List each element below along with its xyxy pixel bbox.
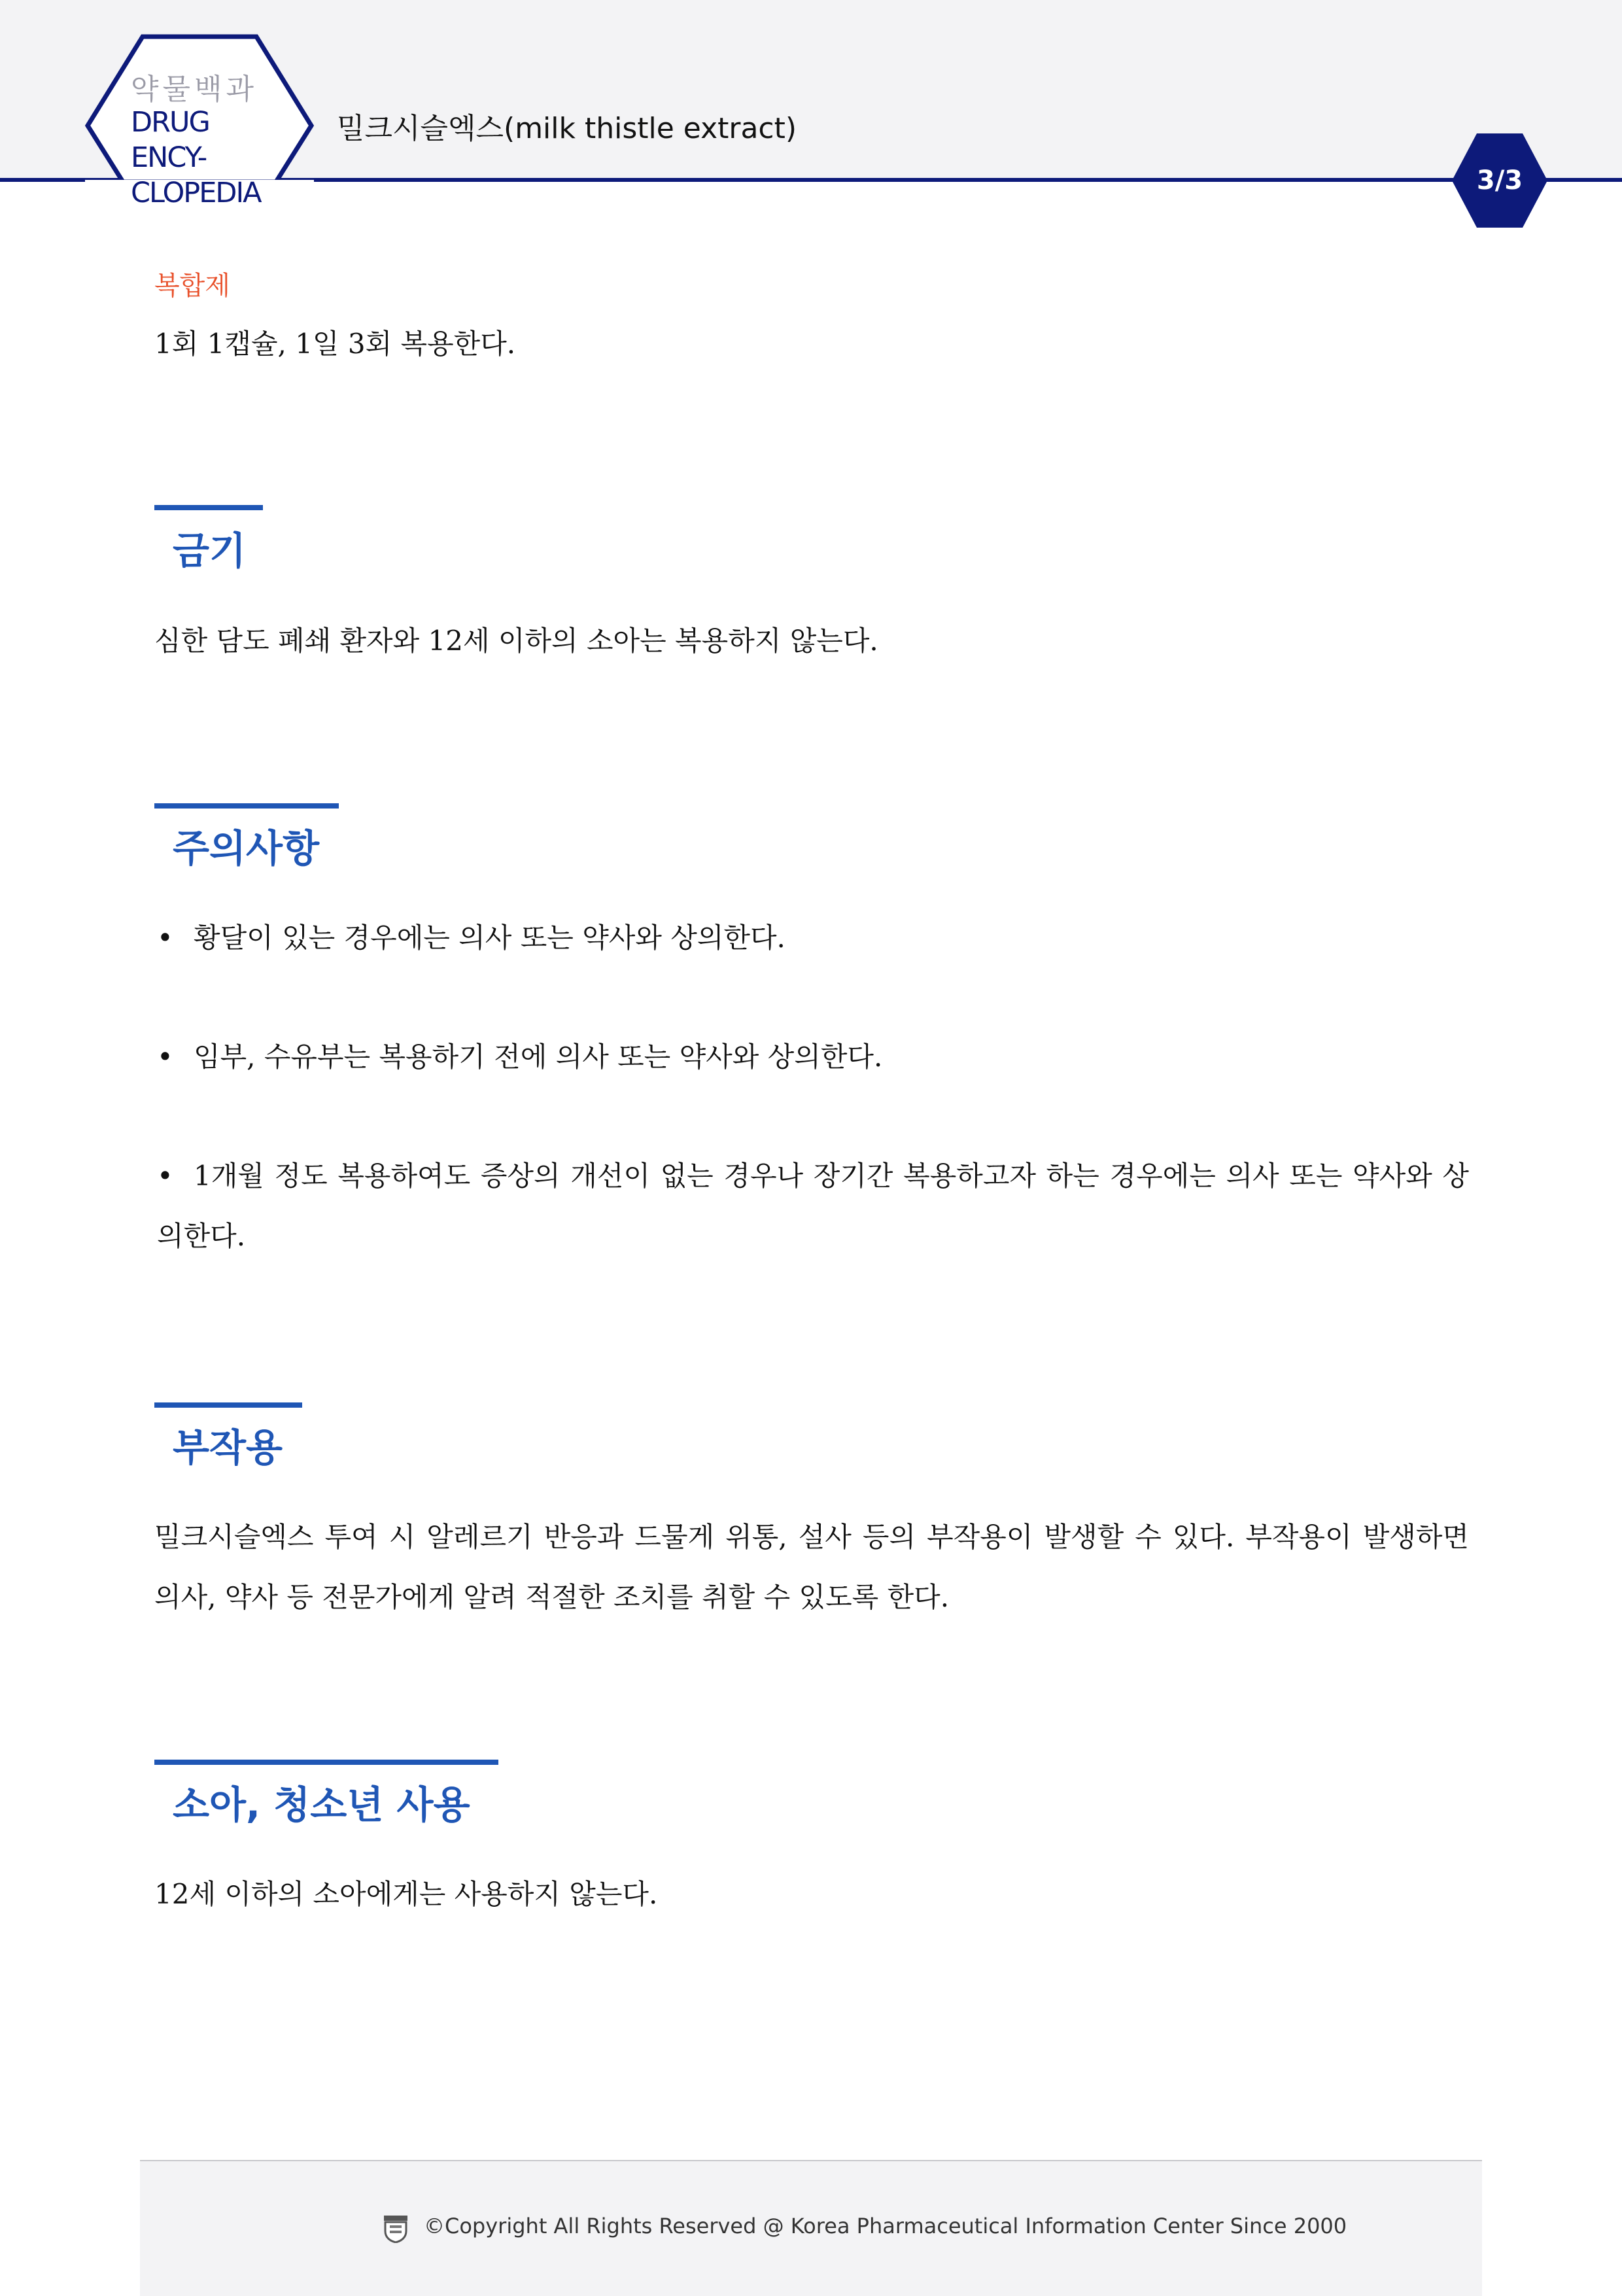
section-accent-bar: [154, 1402, 302, 1408]
section-accent-bar: [154, 1760, 498, 1765]
shield-emblem-icon: [383, 2214, 409, 2243]
section-title-precautions: 주의사항: [173, 826, 320, 871]
document-title: 밀크시슬엑스(milk thistle extract): [337, 112, 797, 145]
precaution-item: [157, 1027, 1469, 1087]
footer-copyright: ©Copyright All Rights Reserved @ Korea Pharmaceutical Information Center Since 2000: [424, 2214, 1347, 2238]
pediatric-use-text: 12세 이하의 소아에게는 사용하지 않는다.: [154, 1878, 658, 1910]
dosage-sub-label: 복합제: [154, 271, 230, 301]
precaution-item-text: 1개월 정도 복용하여도 증상의 개선이 없는 경우나 장기간 복용하고자 하는 경우에는 의사 또는 약사와 상의한다.: [157, 1160, 1469, 1252]
bullet-icon: •: [157, 922, 173, 954]
section-title-contraindications: 금기: [173, 529, 247, 573]
section-title-side-effects: 부작용: [173, 1425, 283, 1470]
bullet-icon: •: [157, 1041, 173, 1073]
section-title-pediatric-use: 소아, 청소년 사용: [173, 1783, 470, 1827]
logo-english: [131, 105, 288, 211]
logo-english-line1: DRUG ENCY-: [131, 106, 209, 174]
logo-english-line2: CLOPEDIA: [131, 177, 261, 209]
precaution-item-text: 임부, 수유부는 복용하기 전에 의사 또는 약사와 상의한다.: [194, 1041, 883, 1073]
precaution-item: [157, 1146, 1469, 1266]
precaution-item-text: 황달이 있는 경우에는 의사 또는 약사와 상의한다.: [194, 922, 785, 954]
page-indicator: 3/3: [1476, 165, 1523, 196]
logo-korean: 약물백과: [131, 73, 258, 106]
contraindications-text: 심한 담도 폐쇄 환자와 12세 이하의 소아는 복용하지 않는다.: [154, 625, 878, 657]
dosage-text: 1회 1캡슐, 1일 3회 복용한다.: [154, 328, 516, 360]
precaution-item: [157, 908, 1469, 968]
section-accent-bar: [154, 505, 263, 510]
bullet-icon: •: [157, 1160, 173, 1192]
section-accent-bar: [154, 803, 339, 809]
side-effects-text: 밀크시슬엑스 투여 시 알레르기 반응과 드물게 위통, 설사 등의 부작용이 발생할 수 있다. 부작용이 발생하면 의사, 약사 등 전문가에게 알려 적절한 조치를 취할 수 있도록 한다.: [154, 1521, 1469, 1613]
